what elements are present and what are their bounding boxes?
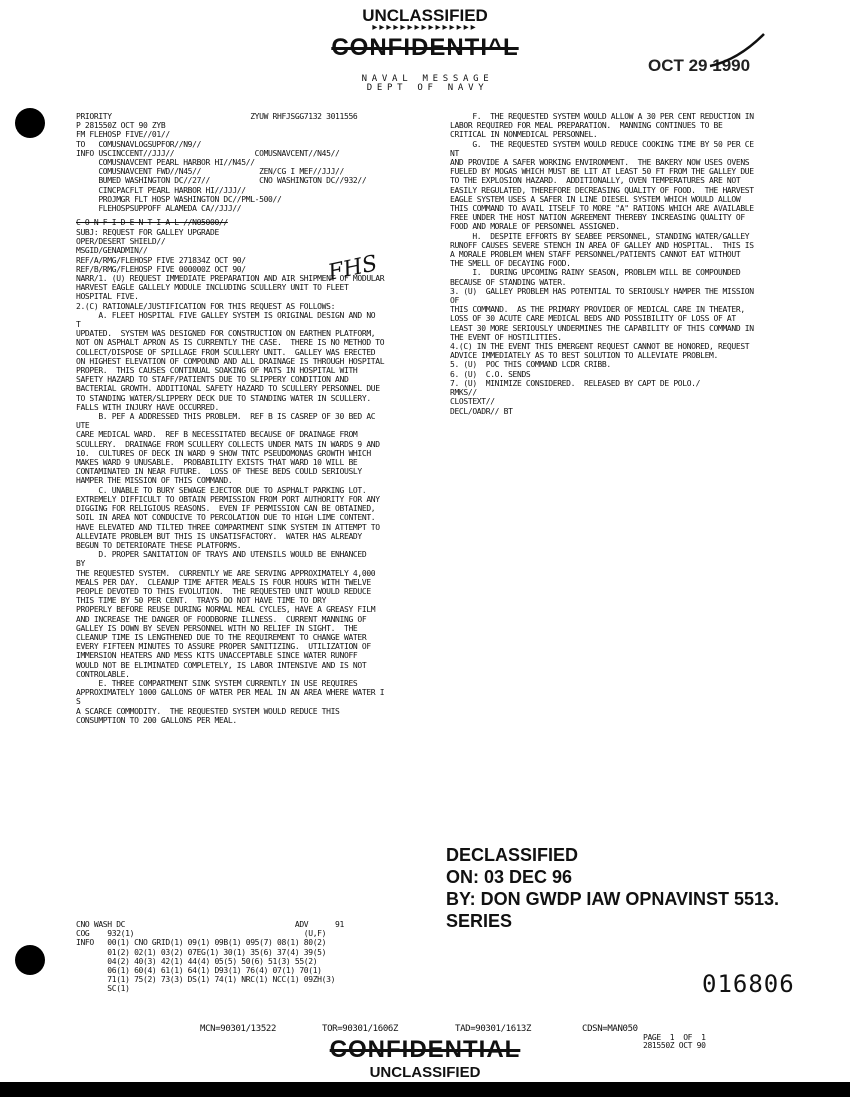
declassified-line-1: DECLASSIFIED (446, 845, 579, 865)
footer-page: PAGE 1 OF 1 (643, 1033, 706, 1042)
declassified-line-3: BY: DON GWDP IAW OPNAVINST 5513. (446, 889, 780, 909)
classification-bottom: UNCLASSIFIED (369, 1064, 481, 1081)
bottom-black-border (0, 1082, 850, 1097)
footer-cdsn: CDSN=MAN050 (582, 1024, 638, 1034)
handwritten-check-mark (708, 30, 768, 70)
classification-top: UNCLASSIFIED (362, 6, 488, 25)
handwritten-initials: FHS (325, 251, 380, 286)
naval-message-heading: N A V A L M E S S A G E (361, 74, 489, 84)
footer-tor: TOR=90301/1606Z (322, 1024, 399, 1034)
classification-line: C O N F I D E N T I A L //N05000// (76, 218, 228, 227)
message-body-left: SUBJ: REQUEST FOR GALLEY UPGRADE OPER/DESERT SHIELD// MSGID/GENADMIN// REF/A/RMG/FLEHOSP FIVE 271834Z OCT 90/ REF/B/RMG/FLEHOSP FIVE 000000Z OCT 90/ NARR/1. (U) REQUEST IMMEDIATE PREPARATION AND AIR SHIPMENT OF MODULAR HARVEST EAGLE GALLELY MODULE INCLUDING SCULLERY UNIT TO FLEET HOSPITAL FIVE. 2.(C) RATIONALE/JUSTIFICATION FOR THIS REQUEST AS FOLLOWS: A. FLEET HOSPITAL FIVE GALLEY SYSTEM IS ORIGINAL DESIGN AND NO T UPDATED. SYSTEM WAS DESIGNED FOR CONSTRUCTION ON EARTHEN PLATFORM, NOT ON ASPHALT APRON AS IS CURRENTLY THE CASE. THERE IS NO METHOD TO COLLECT/DISPOSE OF SPILLAGE FROM SCULLERY UNIT. GALLEY WAS ERECTED ON HIGHEST ELEVATION OF COMPOUND AND ALL DRAINAGE IS THROUGH HOSPITAL PROPER. THIS CAUSES CONTINUAL SOAKING OF MATS IN HOSPITAL WITH SAFETY HAZARD TO STAFF/PATIENTS DUE TO SLIPPERY CONDITION AND BACTERIAL GROWTH. ADDITIONAL SAFETY HAZARD TO SCULLERY PERSONNEL DUE TO STANDING WATER/SLIPPERY DECK DUE TO STANDING WATER IN SCULLERY. FALLS WITH INJURY HAVE OCCURRED. B. PEF A ADDRESSED THIS PROBLEM. REF B IS CASREP OF 30 BED AC UTE CARE MEDICAL WARD. REF B NECESSITATED BECAUSE OF DRAINAGE FROM SCULLERY. DRAINAGE FROM SCULLERY COLLECTS UNDER MATS IN WARDS 9 AND 10. CULTURES OF DECK IN WARD 9 SHOW TNTC PSEUDOMONAS GROWTH WHICH MAKES WARD 9 UNUSABLE. PROBABILITY EXISTS THAT WARD 10 WILL BE CONTAMINATED IN NEAR FUTURE. LOSS OF THESE BEDS COULD SERIOUSLY HAMPER THE MISSION OF THIS COMMAND. C. UNABLE TO BURY SEWAGE EJECTOR DUE TO ASPHALT PARKING LOT. EXTREMELY DIFFICULT TO OBTAIN PERMISSION FROM PORT AUTHORITY FOR ANY DIGGING FOR RELIGIOUS REASONS. EVEN IF PERMISSION CAN BE OBTAINED, SOIL IN AREA NOT CONDUCIVE TO PERCOLATION DUE TO HIGH LIME CONTENT. HAVE ELEVATED AND TILTED THREE COMPARTMENT SINK SYSTEM IN ATTEMPT TO ALLEVIATE PROBLEM BUT THIS IS UNSATISFACTORY. WATER HAS ALREADY BEGUN TO DETERIORATE THESE PLATFORMS. D. PROPER SANITATION OF TRAYS AND UTENSILS WOULD BE ENHANCED BY THE REQUESTED SYSTEM. CURRENTLY WE ARE SERVING APPROXIMATELY 4,000 MEALS PER DAY. CLEANUP TIME AFTER MEALS IS FOUR HOURS WITH TWELVE PEOPLE DEVOTED TO THIS EVOLUTION. THE REQUESTED UNIT WOULD REDUCE THIS TIME BY 50 PER CENT. TRAYS DO NOT HAVE TIME TO DRY PROPERLY BEFORE REUSE DURING NORMAL MEAL CYCLES, HAVE A GREASY FILM AND INCREASE THE DANGER OF FOODBORNE ILLNESS. CURRENT MANNING OF GALLEY IS DOWN BY SEVEN PERSONNEL WITH NO RELIEF IN SIGHT. THE CLEANUP TIME IS LENGTHENED DUE TO THE REQUIREMENT TO CHANGE WATER EVERY FIFTEEN MINUTES TO ASSURE PROPER SANITIZING. UTILIZATION OF IMMERSION HEATERS AND MESS KITS UNACCEPTABLE SINCE WATER RUNOFF WOULD NOT BE ELIMINATED COMPLETELY, IS LABOR INTENSIVE AND IS NOT CONTROLABLE. E. THREE COMPARTMENT SINK SYSTEM CURRENTLY IN USE REQUIRES APPROXIMATELY 1000 GALLONS OF WATER PER MEAL IN AN AREA WHERE WATER I S A SCARCE COMMODITY. THE REQUESTED SYSTEM WOULD REDUCE THIS CONSUMPTION TO 200 GALLONS PER MEAL. (76, 228, 385, 725)
confidential-footer: CONFIDENTIAL (329, 1036, 521, 1063)
dept-navy-heading: D E P T O F N A V Y (366, 83, 484, 93)
classification-dots: ▸▸▸▸▸▸▸▸▸▸▸▸▸▸▸ (372, 22, 478, 33)
footer-mcn: MCN=90301/13522 (200, 1024, 277, 1034)
document-number: 016806 (702, 970, 795, 998)
message-body-right: F. THE REQUESTED SYSTEM WOULD ALLOW A 30 PER CENT REDUCTION IN LABOR REQUIRED FOR MEAL PREPARATION. MANNING CONTINUES TO BE CRITICAL IN NONMEDICAL PERSONNEL. G. THE REQUESTED SYSTEM WOULD REDUCE COOKING TIME BY 50 PER CE NT AND PROVIDE A SAFER WORKING ENVIRONMENT. THE BAKERY NOW USES OVENS FUELED BY MOGAS WHICH MUST BE LIT AT LEAST 50 FT FROM THE GALLEY DUE TO THE EXPLOSION HAZARD. ADDITIONALLY, OVEN TEMPERATURES ARE NOT EASILY REGULATED, THEREFORE DECREASING QUALITY OF FOOD. THE HARVEST EAGLE SYSTEM USES A SAFER IN LINE DIESEL SYSTEM WHICH WOULD ALLOW THIS COMMAND TO AVAIL ITSELF TO MORE "A" RATIONS WHICH ARE AVAILABLE FREE UNDER THE HOST NATION AGREEMENT THEREBY INCREASING QUALITY OF FOOD AND MORALE OF PERSONNEL ASSIGNED. H. DESPITE EFFORTS BY SEABEE PERSONNEL, STANDING WATER/GALLEY RUNOFF CAUSES SEVERE STENCH IN AREA OF GALLEY AND HOSPITAL. THIS IS A MORALE PROBLEM WHEN STAFF PERSONNEL/PATIENTS CANNOT EAT WITHOUT THE SMELL OF DECAYING FOOD. I. DURING UPCOMING RAINY SEASON, PROBLEM WILL BE COMPOUNDED BECAUSE OF STANDING WATER. 3. (U) GALLEY PROBLEM HAS POTENTIAL TO SERIOUSLY HAMPER THE MISSION OF THIS COMMAND. AS THE PRIMARY PROVIDER OF MEDICAL CARE IN THEATER, LOSS OF 30 ACUTE CARE MEDICAL BEDS AND POSSIBILITY OF LOSS OF AT LEAST 30 MORE SERIOUSLY UNDERMINES THE CAPABILITY OF THIS COMMAND IN THE EVENT OF HOSTILITIES. 4.(C) IN THE EVENT THIS EMERGENT REQUEST CANNOT BE HONORED, REQUEST ADVICE IMMEDIATELY AS TO BEST SOLUTION TO ALLEVIATE PROBLEM. 5. (U) POC THIS COMMAND LCDR CRIBB. 6. (U) C.O. SENDS 7. (U) MINIMIZE CONSIDERED. RELEASED BY CAPT DE POLO./ RMKS// CLOSTEXT// DECL/OADR// BT (450, 112, 754, 416)
footer-tad: TAD=90301/1613Z (455, 1024, 532, 1034)
confidential-header: CONFIDENTI^L (331, 34, 519, 61)
footer-dtg: 281550Z OCT 90 (643, 1041, 706, 1050)
handwritten-date: OCT 29 1990 (648, 56, 751, 75)
declassified-stamp (446, 844, 779, 932)
declassified-line-4: SERIES (446, 911, 513, 931)
routing-block: PRIORITY ZYUW RHFJSGG7132 3011556 P 281550Z OCT 90 ZYB FM FLEHOSP FIVE//01// TO COMUSNAVLOGSUPFOR//N9// INFO USCINCCENT//JJJ// COMUSNAVCENT//N45// COMUSNAVCENT PEARL HARBOR HI//N45// COMUSNAVCENT FWD//N45// ZEN/CG I MEF//JJJ// BUMED WASHINGTON DC//27// CNO WASHINGTON DC//932// CINCPACFLT PEARL HARBOR HI//JJJ// PROJMGR FLT HOSP WASHINGTON DC//PML-500// FLEHOSPSUPPOFF ALAMEDA CA//JJJ// (76, 112, 367, 214)
punch-hole-bottom (15, 945, 45, 975)
distribution-block: CNO WASH DC ADV 91 COG 932(1) (U,F) INFO 00(1) CNO GRID(1) 09(1) 09B(1) 095(7) 08(1) 80(2) 01(2) 02(1) 03(2) 07EG(1) 30(1) 35(6) 37(4) 39(5) 04(2) 40(3) 42(1) 44(4) 05(5) 50(6) 51(3) 55(2) 06(1) 60(4) 61(1) 64(1) D93(1) 76(4) 07(1) 70(1) 71(1) 75(2) 73(3) DS(1) 74(1) NRC(1) NCC(1) 09ZH(3) SC(1) (76, 920, 344, 994)
punch-hole-top (15, 108, 45, 138)
declassified-line-2: ON: 03 DEC 96 (446, 867, 573, 887)
